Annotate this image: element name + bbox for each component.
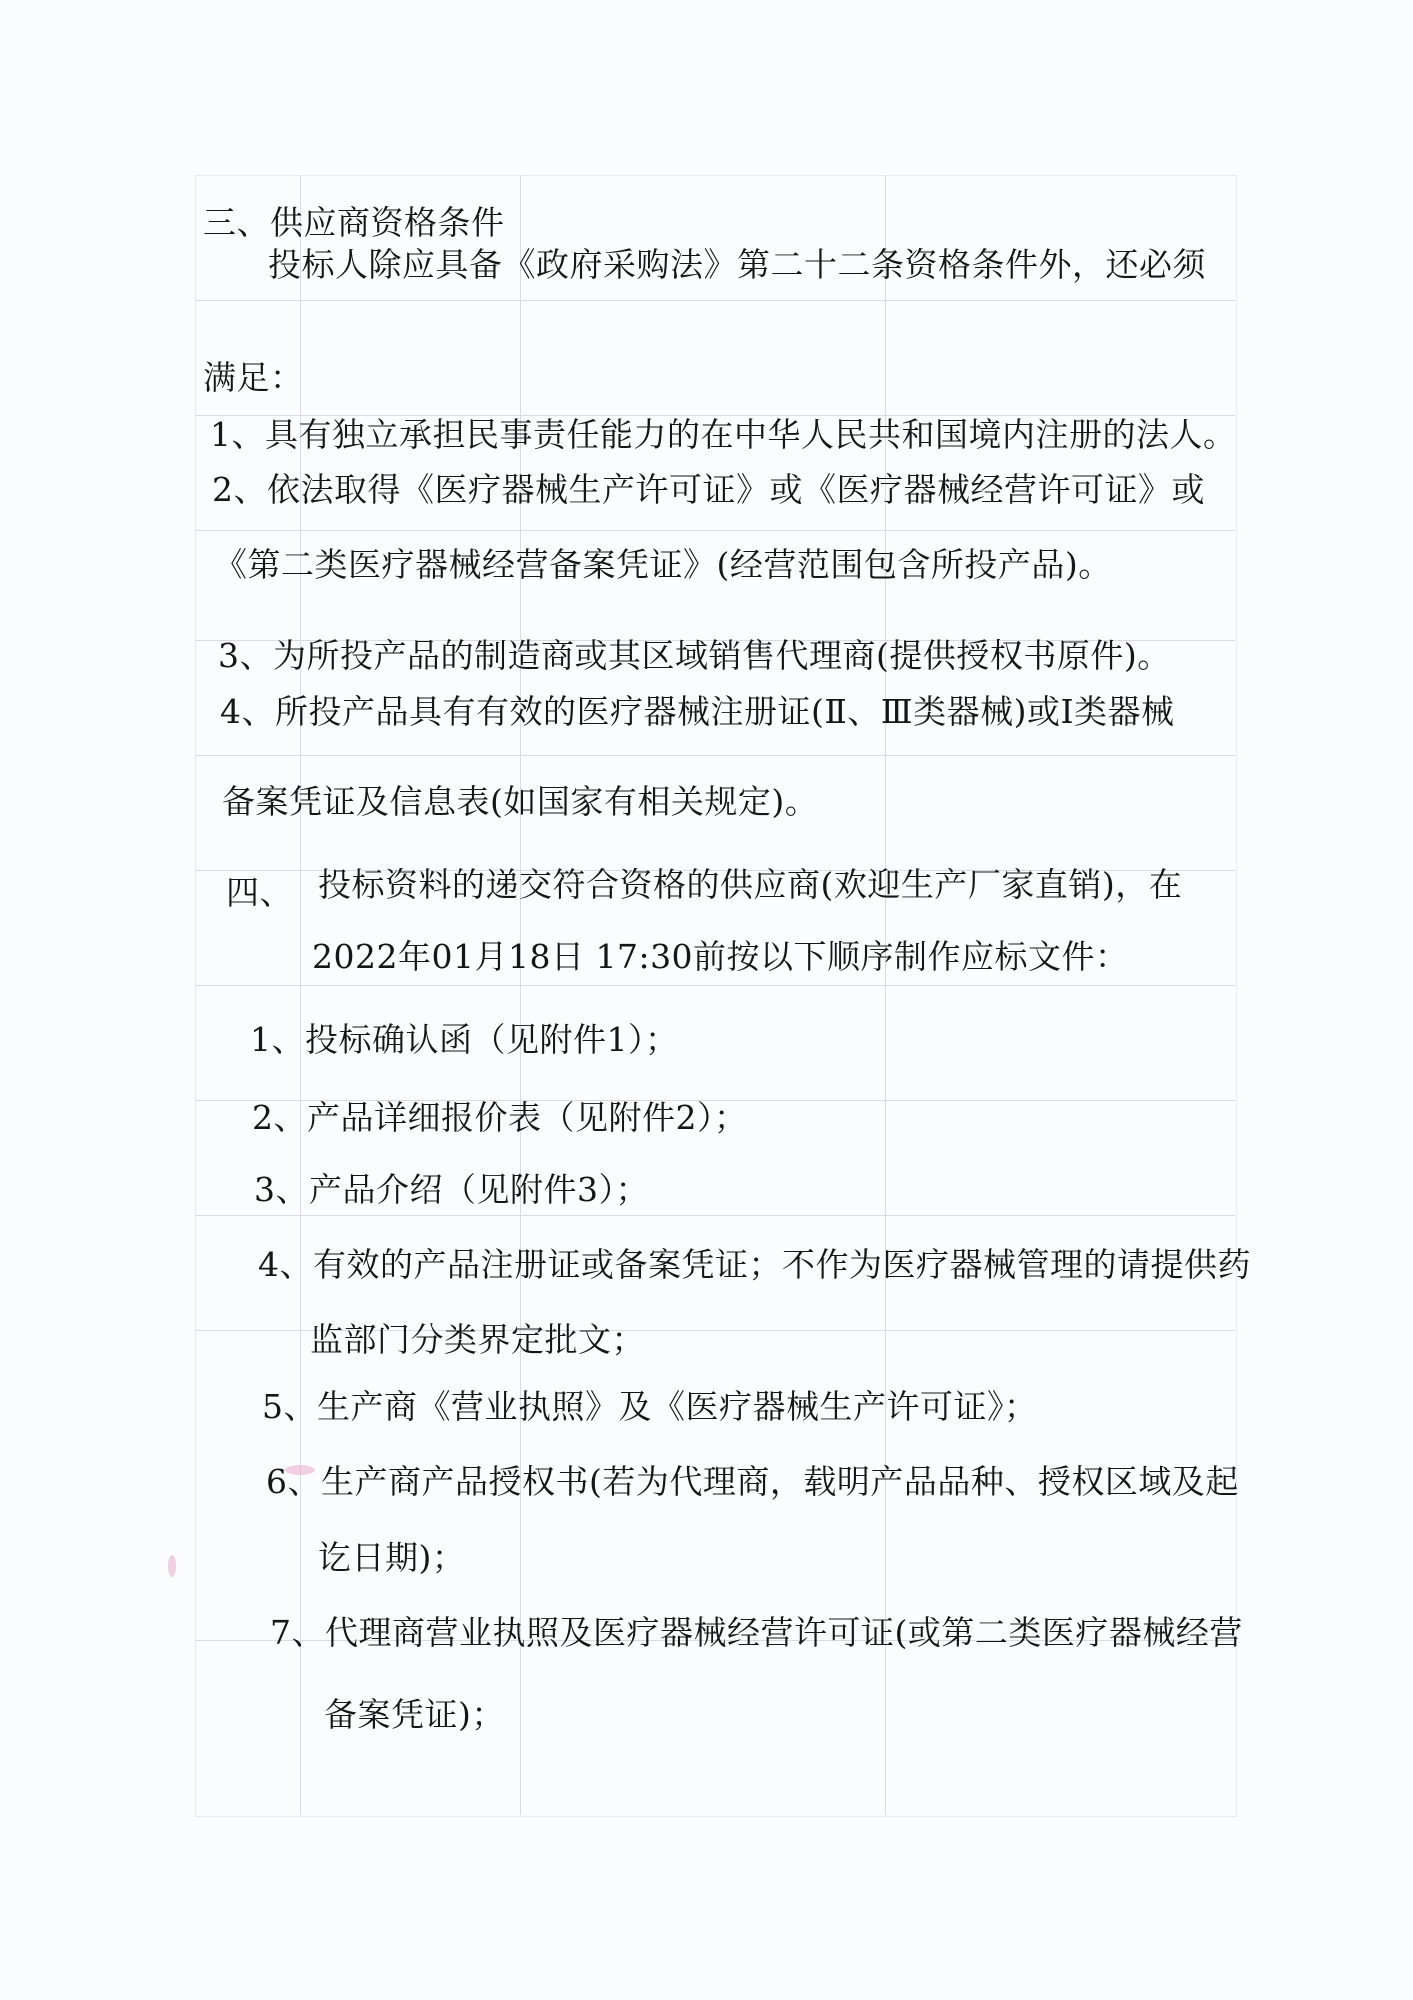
list-item-3: 3、为所投产品的制造商或其区域销售代理商(提供授权书原件)。 — [218, 636, 1171, 675]
section-heading-4: 四、 — [226, 873, 293, 912]
doc-item-6-cont: 讫日期)； — [318, 1538, 466, 1577]
bleed-through-row — [195, 755, 1235, 756]
bleed-through-row — [195, 300, 1235, 301]
list-item-2: 2、依法取得《医疗器械生产许可证》或《医疗器械经营许可证》或 — [212, 470, 1205, 509]
doc-item-2: 2、产品详细报价表（见附件2）； — [252, 1098, 748, 1137]
doc-item-7-cont: 备案凭证)； — [324, 1695, 505, 1734]
paragraph-line: 投标人除应具备《政府采购法》第二十二条资格条件外，还必须 — [268, 245, 1206, 284]
list-item-4: 4、所投产品具有有效的医疗器械注册证(Ⅱ、Ⅲ类器械)或Ⅰ类器械 — [220, 692, 1175, 731]
section-4-text: 投标资料的递交符合资格的供应商(欢迎生产厂家直销)，在 — [318, 865, 1183, 904]
bleed-through-row — [195, 530, 1235, 531]
bleed-through-row — [195, 1215, 1235, 1216]
doc-item-3: 3、产品介绍（见附件3）； — [254, 1170, 649, 1209]
doc-item-4: 4、有效的产品注册证或备案凭证；不作为医疗器械管理的请提供药 — [258, 1245, 1251, 1284]
doc-item-1: 1、投标确认函（见附件1）； — [250, 1020, 679, 1059]
bleed-through-row — [195, 985, 1235, 986]
doc-item-7: 7、代理商营业执照及医疗器械经营许可证(或第二类医疗器械经营 — [270, 1613, 1243, 1652]
doc-item-6: 6、生产商产品授权书(若为代理商，载明产品品种、授权区域及起 — [266, 1462, 1239, 1501]
list-item-2-cont: 《第二类医疗器械经营备案凭证》(经营范围包含所投产品)。 — [214, 545, 1112, 584]
list-item-4-cont: 备案凭证及信息表(如国家有相关规定)。 — [222, 782, 819, 821]
deadline-line: 2022年01月18日 17:30前按以下顺序制作应标文件： — [312, 937, 1129, 976]
paragraph-line: 满足： — [203, 358, 304, 397]
doc-item-5: 5、生产商《营业执照》及《医疗器械生产许可证》； — [262, 1387, 1038, 1426]
list-item-1: 1、具有独立承担民事责任能力的在中华人民共和国境内注册的法人。 — [210, 415, 1237, 454]
ink-mark — [168, 1555, 176, 1577]
doc-item-4-cont: 监部门分类界定批文； — [310, 1320, 645, 1359]
section-heading-3: 三、供应商资格条件 — [203, 203, 505, 242]
